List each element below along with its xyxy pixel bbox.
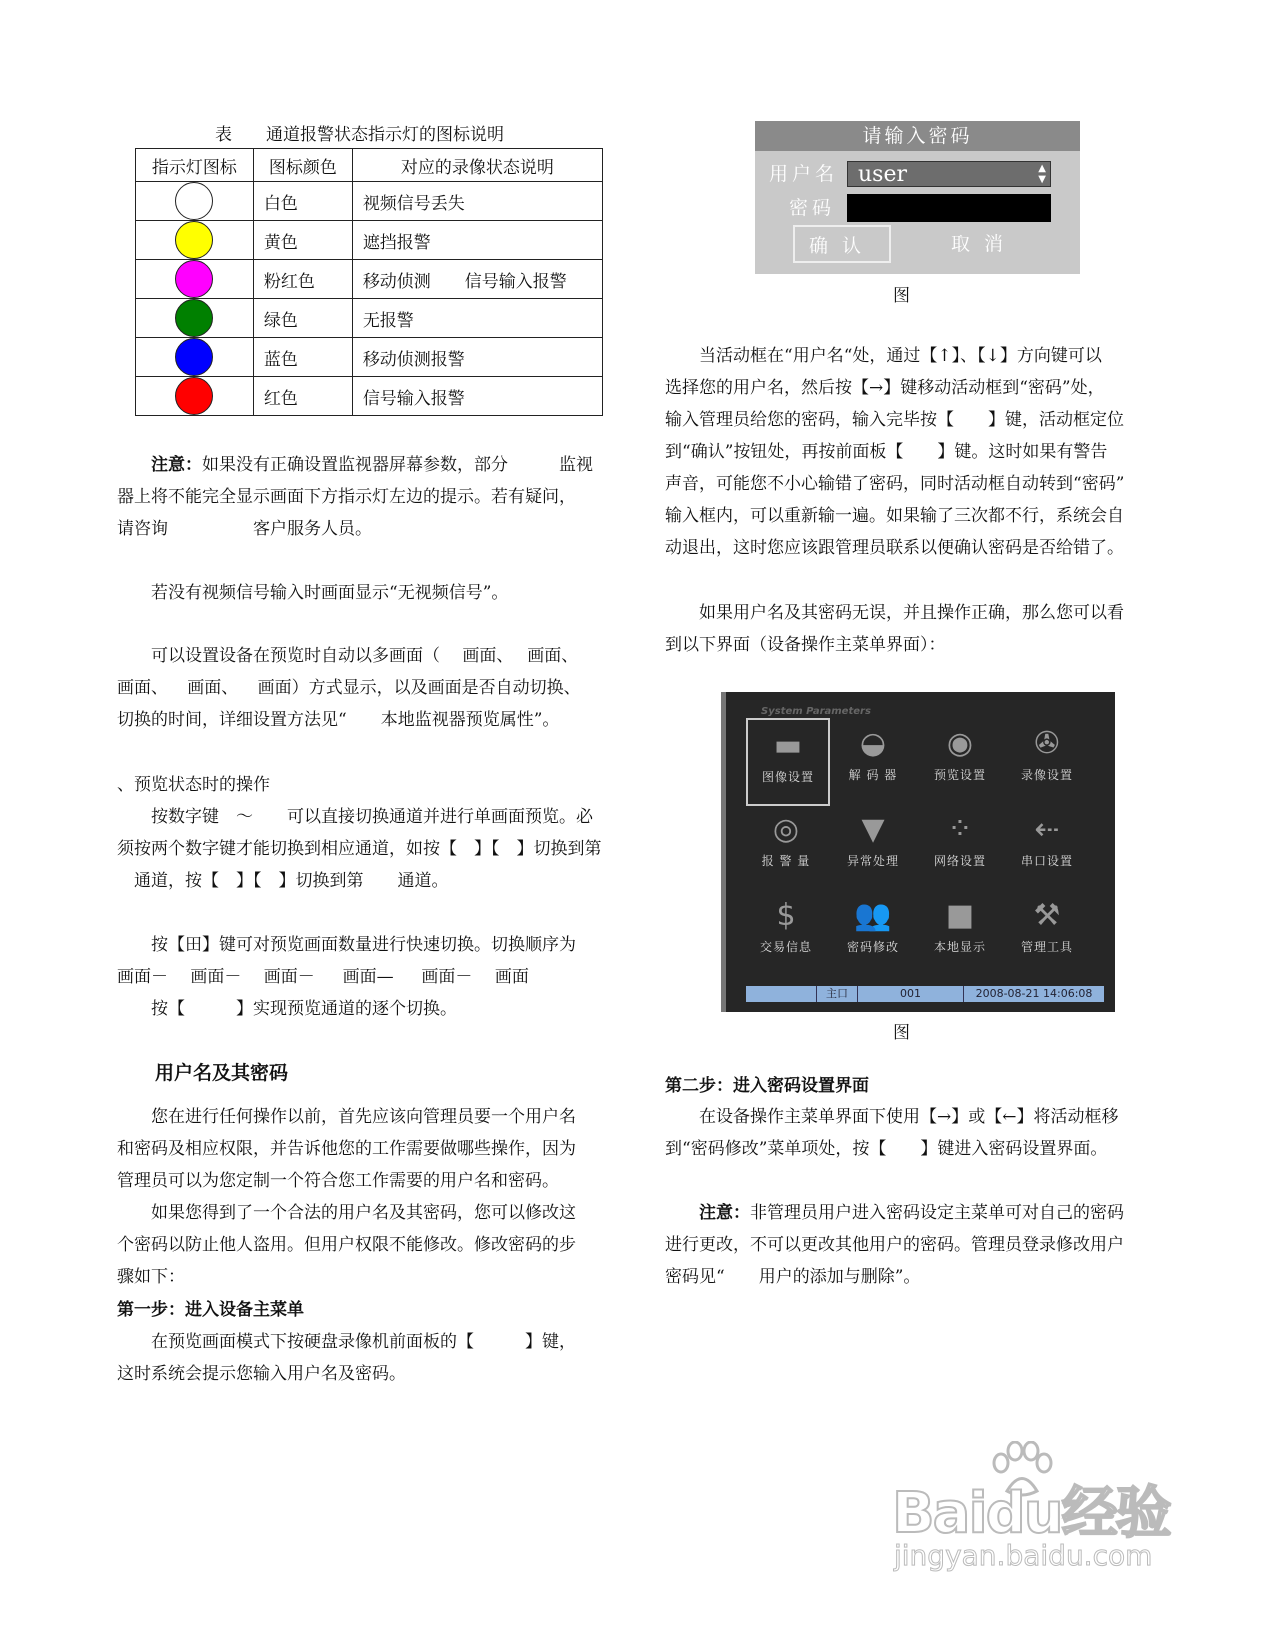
table-row: [136, 299, 603, 338]
text-line: 动退出，这时您应该跟管理员联系以便确认密码是否给错了。: [665, 538, 1124, 558]
status-description: 移动侦测 信号输入报警: [352, 260, 602, 299]
menu-item-label: 预览设置: [933, 768, 986, 782]
text-line: 管理员可以为您定制一个符合您工作需要的用户名和密码。: [117, 1171, 559, 1191]
network-icon: ⁘: [947, 812, 973, 847]
status-cell: 001: [858, 986, 964, 1002]
text-line: 如果用户名及其密码无误，并且操作正确，那么您可以看: [665, 603, 1124, 623]
menu-item-label: 报 警 量: [761, 854, 811, 868]
layout-switch-paragraph: [117, 929, 576, 1025]
display-icon: ■: [945, 898, 975, 933]
password-label: 密码: [789, 197, 836, 219]
text-line: 如果没有正确设置监视器屏幕参数，部分 监视: [202, 455, 593, 475]
color-name: 绿色: [253, 299, 352, 338]
ok-button[interactable]: 确认: [793, 225, 891, 263]
menu-item[interactable]: [920, 804, 1000, 888]
indicator-cell: [136, 338, 254, 377]
table-row: [136, 338, 603, 377]
username-label: 用户名: [769, 163, 839, 185]
menu-item[interactable]: [833, 890, 913, 974]
menu-item[interactable]: [920, 890, 1000, 974]
username-value: user: [858, 162, 907, 187]
color-name: 蓝色: [253, 338, 352, 377]
color-name: 黄色: [253, 221, 352, 260]
text-line: 须按两个数字键才能切换到相应通道，如按【 】【 】切换到第: [117, 839, 602, 859]
text-line: 按【 】实现预览通道的逐个切换。: [117, 999, 457, 1019]
status-cell: [746, 986, 817, 1002]
note2-paragraph: [665, 1197, 1124, 1293]
menu-item-label: 本地显示: [933, 940, 986, 954]
color-name: 粉红色: [253, 260, 352, 299]
text-line: 密码见“ 用户的添加与删除”。: [665, 1267, 921, 1287]
menu-item[interactable]: [1007, 804, 1087, 888]
table-row: [136, 377, 603, 416]
up-down-arrows-icon[interactable]: ▲ ▼: [1038, 163, 1046, 185]
text-line: 声音，可能您不小心输错了密码，同时活动框自动转到“密码”: [665, 474, 1125, 494]
text-line: 这时系统会提示您输入用户名及密码。: [117, 1364, 406, 1384]
text-line: 画面、 画面、 画面）方式显示，以及画面是否自动切换、: [117, 678, 581, 698]
watermark-url: jingyan.baidu.com: [894, 1539, 1153, 1572]
text-line: 在预览画面模式下按硬盘录像机前面板的【 】键，: [117, 1332, 576, 1352]
tools-icon: ⚒: [1033, 898, 1061, 933]
text-line: 骤如下：: [117, 1267, 185, 1287]
menu-item[interactable]: [746, 890, 826, 974]
username-select[interactable]: [847, 161, 1051, 187]
menu-item-label: 网络设置: [933, 854, 986, 868]
color-name: 红色: [253, 377, 352, 416]
cancel-button[interactable]: 取消: [950, 233, 1017, 255]
text-line: 输入管理员给您的密码，输入完毕按【 】键，活动框定位: [665, 410, 1124, 430]
text-line: 个密码以防止他人盗用。但用户权限不能修改。修改密码的步: [117, 1235, 576, 1255]
text-line: 到“确认”按钮处，再按前面板【 】键。这时如果有警告: [665, 442, 1108, 462]
status-cell: 主口: [817, 986, 858, 1002]
user-paragraph: [117, 1101, 576, 1293]
dollar-icon: $: [776, 898, 796, 933]
heading: 、预览状态时的操作: [117, 775, 270, 795]
menu-item[interactable]: [833, 804, 913, 888]
header-cell: 对应的录像状态说明: [352, 149, 602, 182]
text-line: 按【田】键可对预览画面数量进行快速切换。切换顺序为: [117, 935, 576, 955]
alarm-icon: ◎: [772, 812, 800, 847]
header-cell: 图标颜色: [253, 149, 352, 182]
serial-icon: ⇠: [1034, 812, 1060, 847]
text-line: 选择您的用户名，然后按【→】键移动活动框到“密码”处，: [665, 378, 1105, 398]
eye-icon: ◉: [946, 726, 974, 761]
menu-item[interactable]: [746, 804, 826, 888]
indicator-light-icon: [175, 221, 213, 259]
menu-item-label: 异常处理: [846, 854, 899, 868]
status-description: 信号输入报警: [352, 377, 602, 416]
note-label: 注意：: [151, 455, 202, 475]
menu-item[interactable]: [1007, 718, 1087, 802]
status-datetime: 2008-08-21 14:06:08: [975, 987, 1093, 1000]
menu-item-label: 图像设置: [761, 770, 814, 784]
indicator-cell: [136, 260, 254, 299]
menu-item[interactable]: [1007, 890, 1087, 974]
header-cell: 指示灯图标: [136, 149, 254, 182]
text-line: 输入框内，可以重新输一遍。如果输了三次都不行，系统会自: [665, 506, 1124, 526]
table-row: [136, 260, 603, 299]
menu-item-label: 录像设置: [1020, 768, 1073, 782]
text-line: 可以设置设备在预览时自动以多画面（ 画面、 画面、: [117, 646, 579, 666]
indicator-light-icon: [175, 182, 213, 220]
menu-item-label: 解 码 器: [848, 768, 898, 782]
color-name: 白色: [253, 182, 352, 221]
login-paragraph: [665, 340, 1124, 564]
note-label: 注意：: [699, 1203, 750, 1223]
indicator-cell: [136, 182, 254, 221]
text-line: 画面－ 画面－ 画面－ 画面— 画面－ 画面: [117, 967, 529, 987]
menu-item[interactable]: [746, 718, 830, 806]
status-description: 遮挡报警: [352, 221, 602, 260]
indicator-cell: [136, 299, 254, 338]
indicator-light-icon: [175, 260, 213, 298]
text-line: 您在进行任何操作以前，首先应该向管理员要一个用户名: [117, 1107, 576, 1127]
indicator-cell: [136, 221, 254, 260]
password-dialog: [755, 121, 1080, 274]
step1-heading: 第一步：进入设备主菜单: [117, 1300, 304, 1320]
text-line: 切换的时间，详细设置方法见“ 本地监视器预览属性”。: [117, 710, 560, 730]
text-line: 非管理员用户进入密码设定主菜单可对自己的密码: [750, 1203, 1124, 1223]
text-line: 按数字键 ～ 可以直接切换通道并进行单画面预览。必: [117, 807, 593, 827]
table-row: [136, 221, 603, 260]
text-line: 到以下界面（设备操作主菜单界面）：: [665, 635, 946, 655]
menu-item-label: 管理工具: [1020, 940, 1073, 954]
indicator-light-icon: [175, 338, 213, 376]
menu-item-label: 交易信息: [759, 940, 812, 954]
table-caption: 表 通道报警状态指示灯的图标说明: [215, 125, 504, 145]
status-description: 无报警: [352, 299, 602, 338]
status-description: 视频信号丢失: [352, 182, 602, 221]
text-line: 器上将不能完全显示画面下方指示灯左边的提示。若有疑问，: [117, 487, 576, 507]
preview-paragraph: [117, 801, 602, 897]
indicator-light-icon: [175, 299, 213, 337]
decoder-icon: ◒: [859, 726, 887, 761]
text-line: 进行更改，不可以更改其他用户的密码。管理员登录修改用户: [665, 1235, 1124, 1255]
figure-caption: 图: [893, 286, 910, 306]
preview-heading: [117, 769, 270, 801]
text-line: 请咨询 客户服务人员。: [117, 519, 372, 539]
figure-caption: 图: [893, 1023, 910, 1043]
step1-paragraph: [117, 1326, 576, 1390]
table-row: [136, 182, 603, 221]
main-menu-screenshot: [721, 692, 1115, 1012]
text-line: 如果您得到了一个合法的用户名及其密码，您可以修改这: [117, 1203, 576, 1223]
status-bar: [746, 986, 1104, 1002]
users-icon: 👥: [854, 898, 892, 933]
menu-item[interactable]: [833, 718, 913, 802]
dialog-title: 请输入密码: [755, 121, 1080, 151]
indicator-cell: [136, 377, 254, 416]
baidu-watermark: [892, 1441, 1182, 1576]
menu-item-label: 串口设置: [1020, 854, 1073, 868]
success-paragraph: [665, 597, 1124, 661]
warning-icon: ▼: [861, 812, 885, 847]
indicator-light-icon: [175, 377, 213, 415]
indicator-table: [135, 148, 603, 416]
status-description: 移动侦测报警: [352, 338, 602, 377]
menu-item-label: 密码修改: [846, 940, 899, 954]
text-line: 到“密码修改”菜单项处，按【 】键进入密码设置界面。: [665, 1139, 1108, 1159]
step2-paragraph: [665, 1101, 1119, 1165]
note-paragraph: [117, 449, 593, 545]
camera-icon: ▬: [773, 728, 803, 763]
menu-item[interactable]: [920, 718, 1000, 802]
text-line: 通道，按【 】【 】切换到第 通道。: [117, 871, 449, 891]
menu-header: System Parameters: [761, 706, 871, 717]
user-heading: 用户名及其密码: [155, 1062, 289, 1084]
password-input[interactable]: [847, 194, 1051, 222]
no-signal-paragraph: [117, 577, 508, 609]
text-line: 在设备操作主菜单界面下使用【→】或【←】将活动框移: [665, 1107, 1119, 1127]
text-line: 若没有视频信号输入时画面显示“无视频信号”。: [117, 583, 509, 603]
film-reel-icon: ✇: [1034, 726, 1060, 761]
text-line: 当活动框在“用户名“处，通过【↑】、【↓】方向键可以: [665, 346, 1102, 366]
step2-heading: 第二步：进入密码设置界面: [665, 1076, 869, 1096]
multi-screen-paragraph: [117, 640, 581, 736]
watermark-brand: Baidu经验: [892, 1481, 1170, 1546]
text-line: 和密码及相应权限，并告诉他您的工作需要做哪些操作，因为: [117, 1139, 576, 1159]
